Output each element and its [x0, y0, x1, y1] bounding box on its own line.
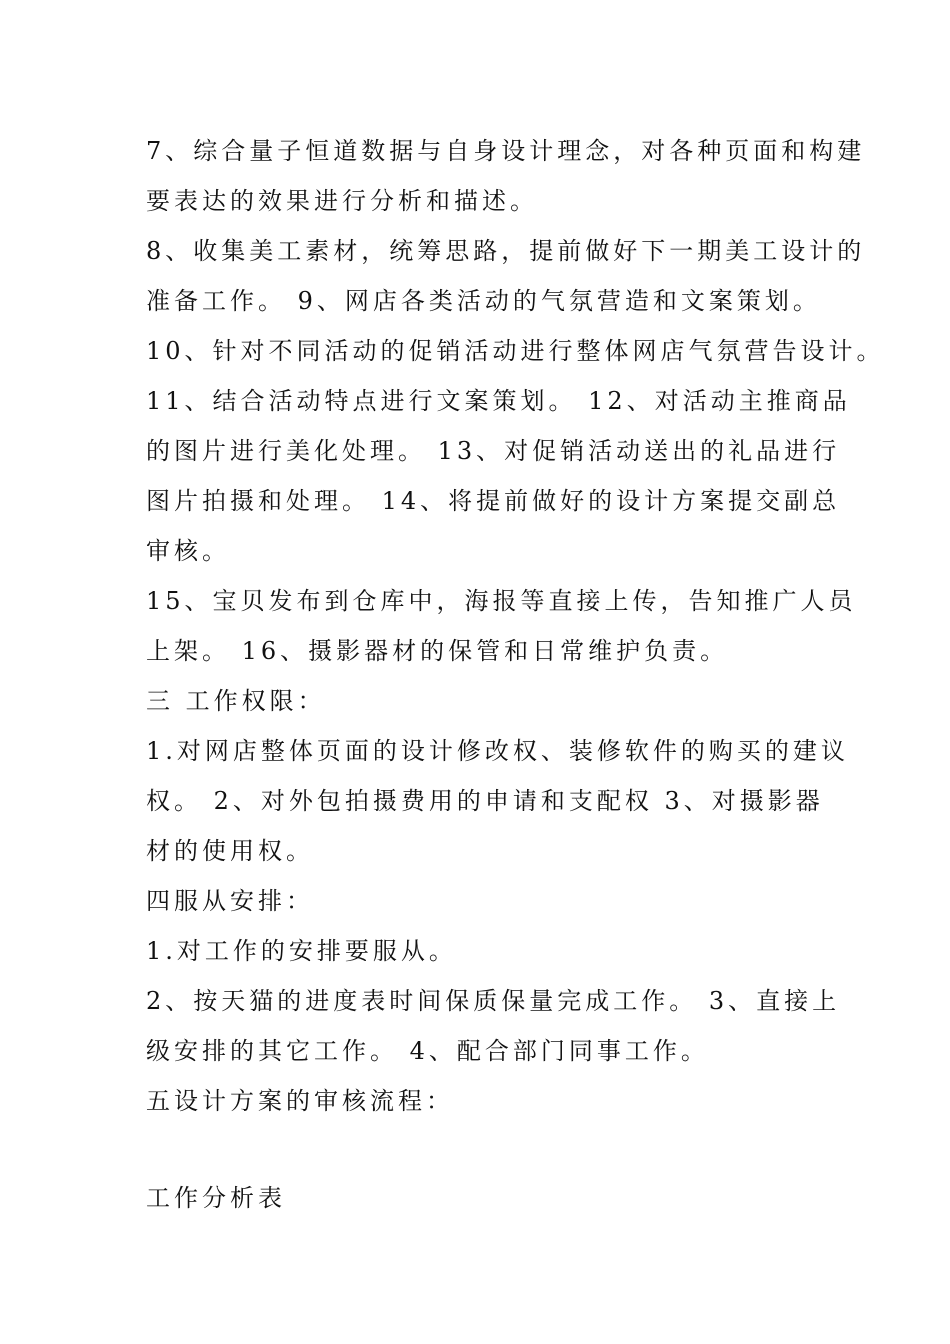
text-line-1: 7、综合量子恒道数据与自身设计理念，对各种页面和构建 [146, 137, 866, 165]
text-line-17: 1.对工作的安排要服从。 [146, 937, 457, 965]
text-line-11: 上架。 16、摄影器材的保管和日常维护负责。 [146, 637, 729, 665]
text-line-7: 的图片进行美化处理。 13、对促销活动送出的礼品进行 [146, 437, 841, 465]
text-line-2: 要表达的效果进行分析和描述。 [146, 187, 538, 215]
text-line-8: 图片拍摄和处理。 14、将提前做好的设计方案提交副总 [146, 487, 841, 515]
text-line-15: 材的使用权。 [146, 837, 314, 865]
text-line-4: 准备工作。 9、网店各类活动的气氛营造和文案策划。 [146, 287, 821, 315]
text-line-10: 15、宝贝发布到仓库中，海报等直接上传，告知推广人员 [146, 587, 857, 615]
text-line-13: 1.对网店整体页面的设计修改权、装修软件的购买的建议 [146, 737, 849, 765]
text-line-6: 11、结合活动特点进行文案策划。 12、对活动主推商品 [146, 387, 851, 415]
text-line-18: 2、按天猫的进度表时间保质保量完成工作。 3、直接上 [146, 987, 841, 1015]
section-heading-obey: 四服从安排： [146, 887, 314, 915]
text-line-14: 权。 2、对外包拍摄费用的申请和支配权 3、对摄影器 [146, 787, 824, 815]
text-line-19: 级安排的其它工作。 4、配合部门同事工作。 [146, 1037, 709, 1065]
text-line-3: 8、收集美工素材，统筹思路，提前做好下一期美工设计的 [146, 237, 866, 265]
section-heading-permissions: 三 工作权限： [146, 687, 326, 715]
text-line-5: 10、针对不同活动的促销活动进行整体网店气氛营告设计。 [146, 337, 885, 365]
text-line-9: 审核。 [146, 537, 230, 565]
section-heading-review-process: 五设计方案的审核流程： [146, 1087, 454, 1115]
section-heading-job-analysis: 工作分析表 [146, 1184, 286, 1212]
